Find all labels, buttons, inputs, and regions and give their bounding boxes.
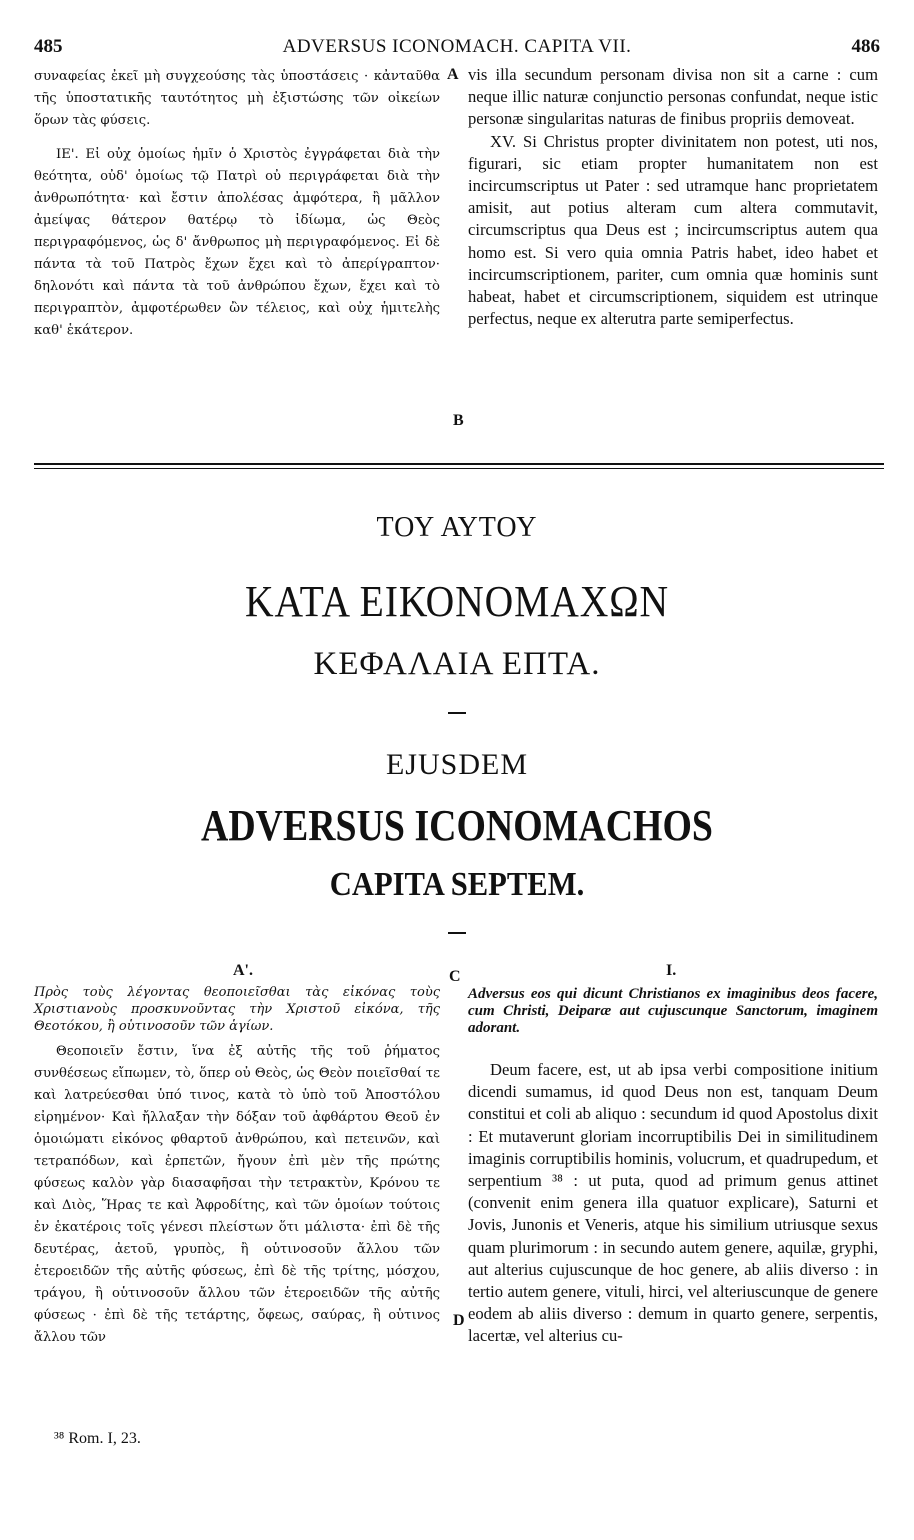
- footnote: ³⁸ Rom. I, 23.: [54, 1430, 141, 1447]
- top-latin-column: [468, 64, 878, 330]
- section-rule: [34, 463, 884, 465]
- greek-title-line3: ΚΕΦΑΛΑΙΑ ΕΠΤΑ.: [313, 646, 601, 682]
- latin-title-line1: EJUSDEM: [385, 748, 528, 781]
- margin-letter-c: C: [449, 968, 461, 985]
- running-header: [34, 36, 880, 60]
- top-greek-column: [34, 66, 440, 342]
- margin-letter-b: B: [453, 412, 464, 429]
- margin-letter-d: D: [453, 1312, 465, 1329]
- margin-letter-a: A: [447, 66, 459, 83]
- latin-continuation-text: vis illa secundum personam divisa non sit a carne : cum neque illic naturæ conjunctio personas confundat, neque istic personæ singularitas naturas de finibus propriis demoveat.: [468, 65, 878, 129]
- greek-chapter-text: Θεοποιεῖν ἔστιν, ἵνα ἐξ αὐτῆς τῆς τοῦ ῥήματος συνθέσεως εἴπωμεν, τὸ, ὅπερ οὐ Θεὸς, ὡς Θεὸν ποιεῖσθαί τε καὶ λατρεύεσθαι ὑπό τινος, κατὰ τὸ ὑπὸ τοῦ Ἀποστόλου εἰρημένον· Καὶ ἤλλαξαν τὴν δόξαν τοῦ ἀφθάρτου Θεοῦ ἐν ὁμοιώματι εἰκόνος φθαρτοῦ ἀνθρώπου, καὶ πετεινῶν, καὶ τετραπόδων, καὶ ἑρπετῶν, ἤγουν ἐπὶ μὲν τῆς πρώτης φύσεως καλὸν γὰρ διασαφῆσαι τὴν τετρακτὺν, Κρόνου τε καὶ Διὸς, Ἥρας τε καὶ Ἀφροδίτης, καὶ τῶν ὁμοίων τούτοις ἐν ἑκατέροις τοῖς γένεσι πλείστων ὅτι μάλιστα· ἐπὶ δὲ τῆς δευτέρας, ἀετοῦ, γρυπὸς, ἢ οὑτινοσοῦν ἄλλου τῶν ἑτεροειδῶν τῆς αὐτῆς φύσεως, ἐπὶ δὲ τῆς τρίτης, μόσχου, τράγου, ἢ οὑτινοσοῦν ἄλλου τῶν ἑτεροειδῶν τῆς αὐτῆς φύσεως · ἐπὶ δὲ τῆς τετάρτης, ὄφεως, σαύρας, ἢ οὑτινος ἄλλου τῶν: [34, 1044, 440, 1345]
- latin-chapter-column: [468, 986, 878, 1348]
- latin-chapter-heading: Adversus eos qui dicunt Christianos ex imaginibus deos facere, cum Christi, Deiparæ aut cujuscunque Sanctorum, imaginem adorant.: [468, 986, 878, 1036]
- greek-continuation-text: συναφείας ἐκεῖ μὴ συγχεούσης τὰς ὑποστάσεις · κἀνταῦθα τῆς ὑποστατικῆς ταυτότητος μὴ ἐξιστώσης τῶν οἰκείων ὅρων τὰς φύσεις.: [34, 69, 440, 128]
- greek-chapter-number: Α'.: [233, 962, 253, 979]
- latin-title-line3: CAPITA SEPTEM.: [329, 866, 585, 903]
- greek-chapter-column: [34, 984, 440, 1349]
- greek-title-line1: ΤΟΥ ΑΥΤΟΥ: [376, 512, 538, 543]
- greek-paragraph-15: ΙΕ'. Εἰ οὐχ ὁμοίως ἡμῖν ὁ Χριστὸς ἐγγράφεται διὰ τὴν θεότητα, οὐδ' ὁμοίως τῷ Πατρὶ οὐ περιγράφεται διὰ τὴν ἀνθρωπότητα· καὶ ἔστιν ἀπολέσας ἀμφότερα, ἢ μᾶλλον ἀμείψας θάτερον θατέρῳ τὸ ἰδίωμα, ὡς Θεὸς περιγραφόμενος, ὡς δ' ἄνθρωπος μὴ περιγραφόμενος. Εἰ δὲ πάντα τὰ τοῦ Πατρὸς ἔχων ἔχει καὶ τὸ ἀπερίγραπτον· δηλονότι καὶ πάντα τὰ τοῦ ἀνθρώπου ἔχων, ἔχει καὶ τὸ περιγραπτὸν, ἀμφοτέρωθεν ὢν τέλειος, καὶ οὐχ ἡμιτελὴς καθ' ἑκάτερον.: [34, 147, 440, 338]
- latin-chapter-number: I.: [666, 962, 677, 979]
- title-dash-2: [448, 932, 466, 934]
- section-rule-thin: [34, 468, 884, 469]
- latin-chapter-text: Deum facere, est, ut ab ipsa verbi compositione initium dicendi sumamus, id quod Deus non est, tanquam Deum constitui et coli ab aliquo : secundum id quod Apostolus dixit : Et mutaverunt gloriam incorruptibilis Dei in similitudinem imaginis corruptibilis hominis, volucrum, et quadrupedum, et serpentium ³⁸ : ut puta, quod ad primum genus attinet (convenit enim genera illa quatuor explicare), Saturni et Jovis, Junonis et Veneris, atque his similium utriusque sexus quam plurimorum : in secundo autem genere, aquilæ, gryphi, aut alterius cujuscunque de hoc genere, ab aliis diverso : in tertio autem genere, vituli, hirci, vel alteriuscunque de genere eodem ab aliis diverso : demum in quarto genere, serpentis, lacertæ, vel alterius cu-: [468, 1060, 878, 1346]
- latin-paragraph-15: XV. Si Christus propter divinitatem non potest, uti nos, figurari, sic etiam propter humanitatem non est incircumscriptus ut Pater : sed utramque hanc proprietatem amisit, aut potius alteram cum altera commutavit, circumscriptus qua Deus est ; incircumscriptus autem qua homo est. Si vero quia omnia Patris habet, ideo habet et incircumscriptionem, pariter, cum omnia quæ hominis sunt habeat, habet et circumscriptionem, siquidem est utrinque perfectus, neque ex alterutra parte semiperfectus.: [468, 131, 878, 329]
- greek-chapter-heading: Πρὸς τοὺς λέγοντας θεοποιεῖσθαι τὰς εἰκόνας τοὺς Χριστιανοὺς προσκυνοῦντας τὴν Χριστοῦ εἰκόνα, τῆς Θεοτόκου, ἢ οὑτινοσοῦν τῶν ἁγίων.: [34, 985, 440, 1034]
- page-number-left: 485: [34, 36, 63, 57]
- running-title: ADVERSUS ICONOMACH. CAPITA VII.: [282, 36, 632, 57]
- greek-title-line2: ΚΑΤΑ ΕΙΚΟΝΟΜΑΧΩΝ: [244, 577, 670, 626]
- title-dash-1: [448, 712, 466, 714]
- latin-title-line2: ADVERSUS ICONOMACHOS: [201, 801, 713, 850]
- page-number-right: 486: [851, 36, 880, 57]
